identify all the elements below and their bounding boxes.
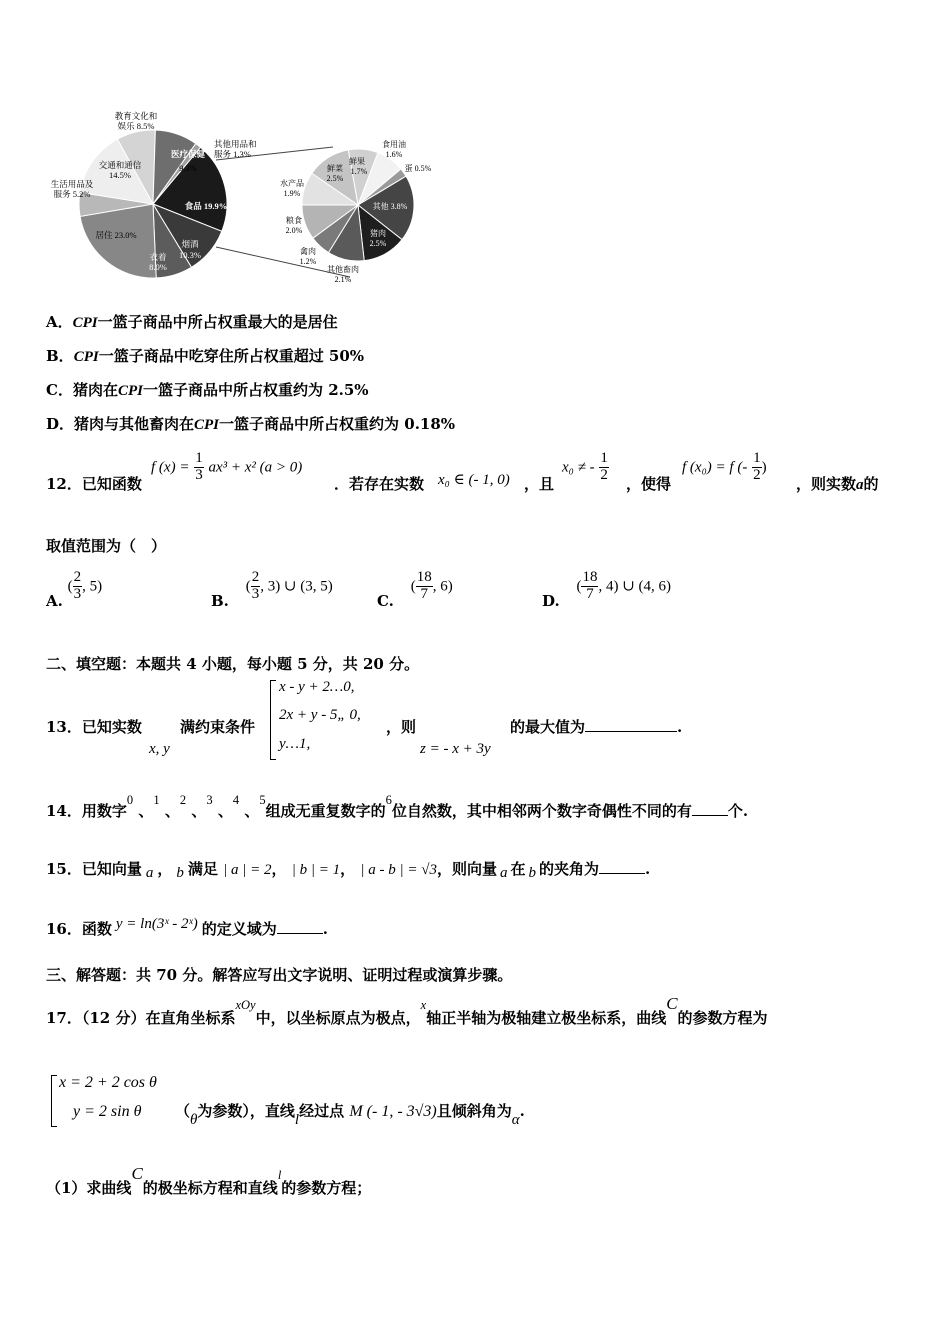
q13-answer-blank[interactable]: [585, 731, 677, 732]
q11-option-c: [46, 379, 369, 400]
q13-tail: 的最大值为 .: [510, 718, 683, 736]
section-2-heading: 二、填空题：本题共 4 小题，每小题 5 分，共 20 分。: [46, 655, 420, 673]
q11-d-cpi: CPI: [194, 417, 220, 433]
q11-a-prefix: A．: [46, 313, 73, 331]
q13-lead: 13．已知实数: [46, 718, 142, 736]
q17-eq-1: x = 2 + 2 cos θ: [59, 1074, 157, 1091]
q12-option-d: D. ( $\frac{18}{7}$ , 4) ∪ (4, 6): [542, 569, 672, 611]
q13-z: z = - x + 3y: [420, 741, 491, 757]
q13-constraint-1: x - y + 2…0,: [279, 679, 355, 695]
q12-half-2: $\frac{1}{2}$: [753, 450, 761, 483]
q16-answer-blank[interactable]: [277, 933, 323, 934]
q12-third: $\frac{1}{3}$: [195, 450, 203, 483]
cpi-pie-chart: [40, 105, 500, 305]
q11-a-cpi: CPI: [72, 315, 98, 331]
q12-option-c: C. ( $\frac{18}{7}$ , 6): [377, 569, 453, 611]
q11-b-cpi: CPI: [73, 349, 99, 365]
q13-mid: 满约束条件: [180, 718, 256, 736]
q12-text-3: ，使得: [626, 475, 672, 493]
q16-line: 16．函数 y = ln(3ˣ - 2ˣ) 的定义域为 .: [46, 916, 329, 938]
label-tobacco-2: 10.3%: [179, 250, 201, 260]
label-grain-1: 粮食: [286, 216, 302, 225]
q11-option-a: [46, 311, 338, 332]
q12-x0-ne: x₀ ≠ - $\frac{1}{2}$: [562, 450, 608, 483]
q12-text-4: ，则实数a的: [796, 475, 879, 493]
label-oil-2: 1.6%: [385, 150, 403, 159]
label-med: 医疗保健: [170, 149, 206, 159]
label-grain-2: 2.0%: [285, 226, 303, 235]
q12-option-a: A. ( $\frac{2}{3}$ , 5): [46, 569, 103, 611]
q17-eq-2: y = 2 sin θ: [73, 1103, 142, 1120]
q11-c-cpi: CPI: [117, 383, 143, 399]
label-poultry-1: 禽肉: [300, 247, 316, 256]
q11-a-text: 一篮子商品中所占权重最大的是居住: [97, 313, 338, 331]
label-daily-1: 生活用品及: [50, 179, 94, 189]
q11-d-prefix: D．猪肉与其他畜肉在: [46, 415, 195, 433]
q11-c-prefix: C．猪肉在: [46, 381, 118, 399]
q11-b-prefix: B．: [46, 347, 74, 365]
q15-line: 15．已知向量 a ， b 满足 | a | = 2， | b | = 1， | a - b | = √3，则向量 a 在 b 的夹角为 .: [46, 860, 651, 881]
label-veg-2: 2.5%: [326, 174, 344, 183]
label-trans-2: 14.5%: [109, 170, 131, 180]
label-tobacco-1: 烟酒: [181, 239, 199, 249]
label-med-v: 9.3%: [179, 163, 197, 173]
q13-constraint-2: 2x + y - 5„ 0,: [279, 707, 361, 723]
main-pie-slice-3: [80, 204, 156, 278]
label-food: 食品 19.9%: [184, 201, 228, 211]
q11-c-text: 一篮子商品中所占权重约为 2.5%: [142, 381, 369, 399]
label-edu-2: 娱乐 8.5%: [117, 121, 155, 131]
label-other-2: 服务 1.3%: [214, 149, 251, 159]
q13-then: ，则: [386, 718, 417, 736]
label-edu-1: 教育文化和: [114, 111, 158, 121]
label-cloth-2: 8.0%: [149, 262, 167, 272]
q17-sub-1: （1）求曲线$^C$的极坐标方程和直线$^l$的参数方程；: [46, 1164, 372, 1197]
q12-line-2: 取值范围为（ ）: [46, 537, 167, 555]
q14-answer-blank[interactable]: [692, 815, 728, 816]
q17-brace: [51, 1075, 57, 1127]
label-trans-1: 交通和通信: [98, 160, 142, 170]
label-otherlive-1: 其他畜肉: [327, 265, 359, 274]
q13-constraint-3: y…1,: [279, 736, 311, 752]
section-3-heading: 三、解答题：共 70 分。解答应写出文字说明、证明过程或演算步骤。: [46, 966, 513, 984]
q13-xy: x, y: [149, 741, 170, 757]
q12-lead: 12．已知函数: [46, 475, 142, 493]
label-egg: 蛋 0.5%: [404, 164, 432, 173]
q14-line: 14．用数字$^0$ 、$^1$ 、$^2$ 、$^3$ 、$^4$ 、$^5$组成无重复数字的$^6$位自然数，其中相邻两个数字奇偶性不同的有 个.: [46, 793, 749, 820]
q12-x0-range: x₀ ∈ (- 1, 0): [438, 472, 510, 488]
label-pork-1: 猪肉: [370, 229, 386, 238]
label-other-1: 其他用品和: [214, 139, 257, 149]
q17-line-2: （θ为参数），直线l经过点 M (- 1, - 3√3)且倾斜角为α.: [175, 1102, 525, 1128]
label-oil-1: 食用油: [382, 140, 406, 149]
q12-function: [151, 451, 302, 484]
label-aqua-1: 水产品: [280, 179, 304, 188]
q12-half: $\frac{1}{2}$: [600, 450, 608, 483]
label-house: 居住 23.0%: [95, 230, 137, 240]
label-aqua-2: 1.9%: [283, 189, 301, 198]
q12-f-rest: ax³ + x² (a > 0): [208, 459, 303, 476]
label-veg-1: 鲜菜: [327, 164, 343, 173]
q11-option-d: [46, 413, 455, 434]
q12-fx0-eq: f (x₀) = f (- $\frac{1}{2}$ ): [682, 450, 767, 483]
q11-b-text: 一篮子商品中吃穿住所占权重超过 50%: [98, 347, 365, 365]
q17-line-1: 17．（12 分）在直角坐标系$^{xOy}$中，以坐标原点为极点，$^x$轴正半轴为极轴建立极坐标系，曲线$^C$的参数方程为: [46, 994, 768, 1027]
label-fruit-1: 鲜果: [349, 157, 365, 166]
label-daily-2: 服务 5.2%: [53, 189, 91, 199]
q12-option-b: B. ( $\frac{2}{3}$ , 3) ∪ (3, 5): [211, 569, 333, 611]
label-subother: 其他 3.8%: [372, 202, 408, 211]
q11-d-text: 一篮子商品中所占权重约为 0.18%: [219, 415, 456, 433]
q15-answer-blank[interactable]: [599, 873, 645, 874]
q12-text-1: ．若存在实数: [334, 475, 425, 493]
q12-fx: f (x) =: [151, 459, 190, 476]
label-cloth-1: 衣着: [149, 252, 167, 262]
label-fruit-2: 1.7%: [350, 167, 368, 176]
q11-option-b: [46, 345, 364, 366]
label-pork-2: 2.5%: [369, 239, 387, 248]
label-poultry-2: 1.2%: [299, 257, 317, 266]
q13-brace: [270, 680, 276, 760]
q12-text-2: ，且: [524, 475, 555, 493]
label-otherlive-2: 2.1%: [334, 275, 352, 284]
